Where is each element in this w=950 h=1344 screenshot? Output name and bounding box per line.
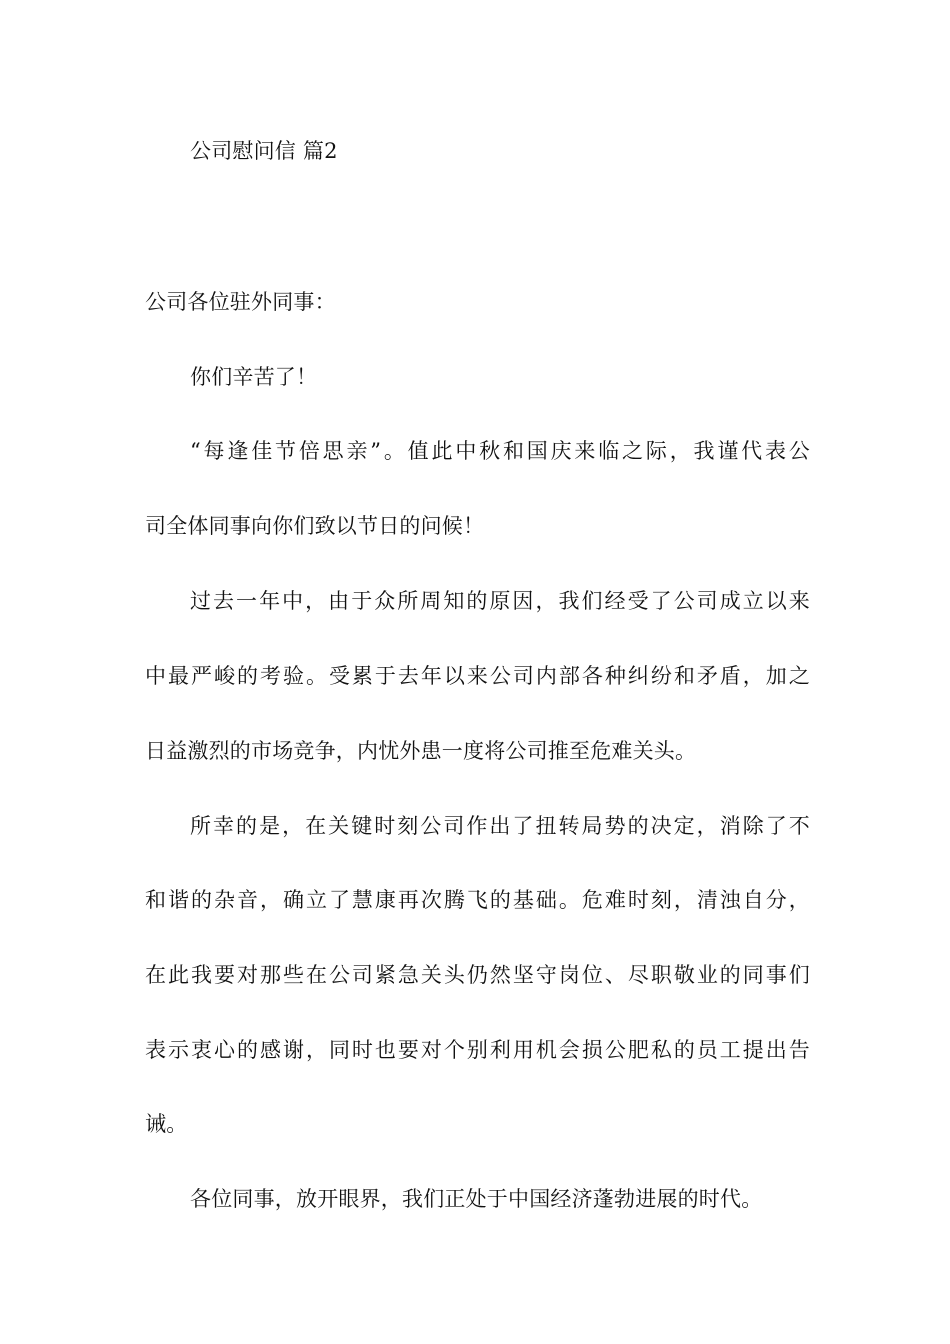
paragraph-4-line-3: 在此我要对那些在公司紧急关头仍然坚守岗位、尽职敬业的同事们 [145, 963, 810, 987]
paragraph-4-line-1: 所幸的是，在关键时刻公司作出了扭转局势的决定，消除了不 [190, 814, 810, 838]
paragraph-3-line-2: 中最严峻的考验。受累于去年以来公司内部各种纠纷和矛盾，加之 [145, 664, 810, 688]
paragraph-3-line-1: 过去一年中，由于众所周知的原因，我们经受了公司成立以来 [190, 589, 810, 613]
paragraph-4-line-2: 和谐的杂音，确立了慧康再次腾飞的基础。危难时刻，清浊自分， [145, 888, 810, 912]
paragraph-2-line-1: “每逢佳节倍思亲”。值此中秋和国庆来临之际，我谨代表公 [190, 439, 810, 463]
paragraph-3-line-3: 日益激烈的市场竞争，内忧外患一度将公司推至危难关头。 [145, 739, 697, 763]
document-title: 公司慰问信 篇2 [190, 139, 338, 163]
paragraph-4-line-4: 表示衷心的感谢，同时也要对个别利用机会损公肥私的员工提出告 [145, 1038, 810, 1062]
paragraph-2-line-2: 司全体同事向你们致以节日的问候！ [145, 514, 485, 538]
salutation: 公司各位驻外同事： [145, 290, 336, 314]
paragraph-4-line-5: 诫。 [145, 1112, 188, 1136]
paragraph-1-line-1: 你们辛苦了！ [190, 365, 318, 389]
paragraph-5-line-1: 各位同事，放开眼界，我们正处于中国经济蓬勃进展的时代。 [190, 1187, 763, 1211]
